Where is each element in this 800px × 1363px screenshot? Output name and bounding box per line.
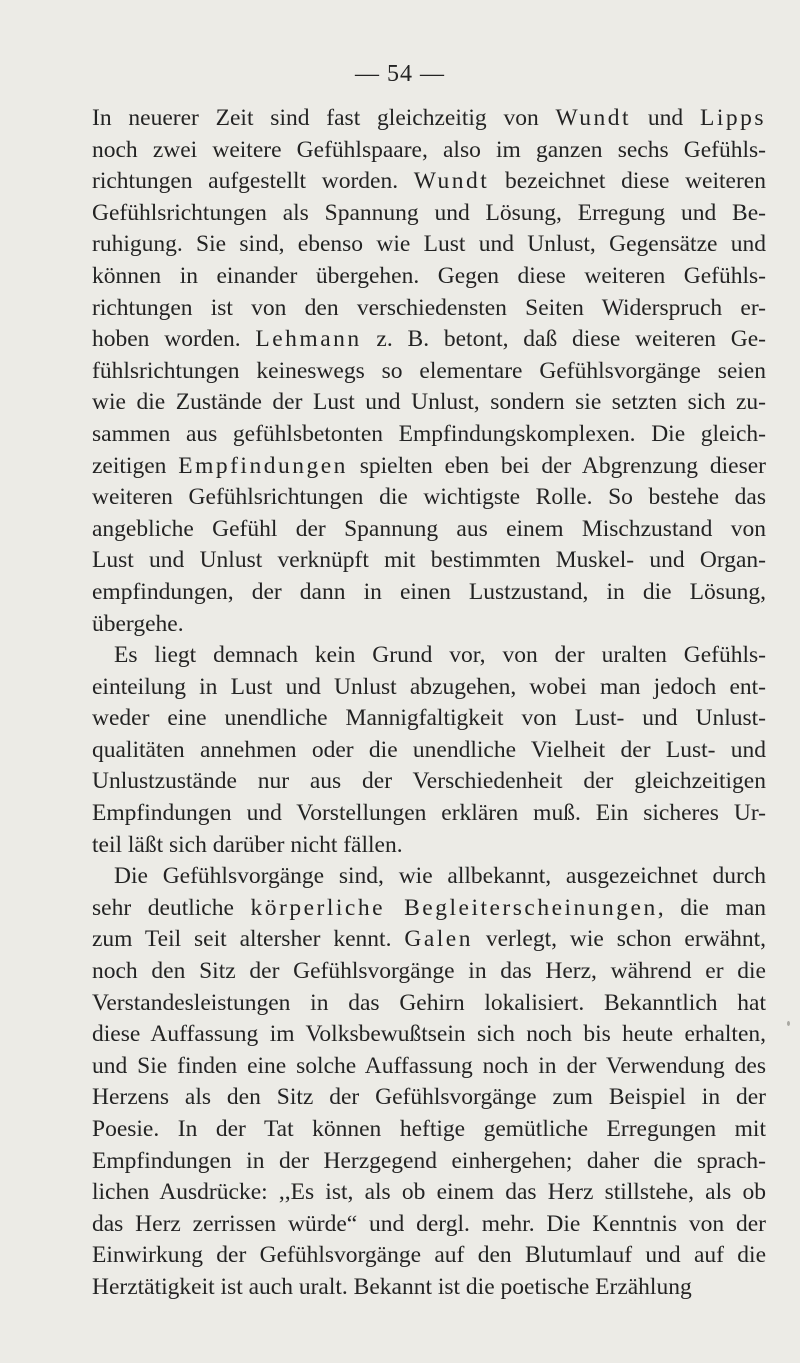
text-run: Es liegt demnach kein Grund vor, von der uralten Gefühls-	[114, 642, 766, 669]
text-line	[92, 577, 766, 609]
text-line	[92, 482, 766, 514]
text-run: Poesie. In der Tat können heftige gemütliche Erregungen mit	[92, 1116, 766, 1142]
spaced-emphasis: Lehmann	[255, 326, 362, 353]
text-run: können in einander übergehen. Gegen diese weiteren Gefühls-	[92, 262, 766, 289]
text-run: wie die Zustände der Lust und Unlust, sondern sie setzten sich zu-	[92, 389, 766, 416]
text-run: Herzens als den Sitz der Gefühlsvorgänge zum Beispiel in der	[92, 1084, 766, 1111]
text-line	[92, 1177, 766, 1209]
text-run: hoben worden.	[92, 326, 256, 353]
text-run: übergehe.	[92, 610, 184, 637]
text-line	[92, 545, 766, 577]
text-line	[92, 861, 766, 893]
text-run: sammen aus gefühlsbetonten Empfindungskomplexen. Die gleich-	[92, 420, 766, 447]
text-line	[92, 672, 766, 704]
text-run: Unlustzustände nur aus der Verschiedenheit der gleichzeitigen	[92, 768, 766, 795]
text-run: und	[631, 105, 700, 131]
text-run: das Herz zerrissen würde“ und dergl. mehr. Die Kenntnis von der	[92, 1210, 766, 1237]
page-number: — 54 —	[355, 61, 445, 87]
text-run: fühlsrichtungen keineswegs so elementare Gefühlsvorgänge seien	[92, 357, 766, 384]
spaced-emphasis: Wundt	[413, 168, 490, 195]
text-line	[92, 166, 766, 198]
text-run: Die Gefühlsvorgänge sind, wie allbekannt, ausgezeichnet durch	[114, 863, 766, 890]
text-line	[92, 735, 766, 767]
text-run: zum Teil seit altersher kennt.	[92, 926, 405, 953]
text-line	[92, 324, 766, 356]
text-line	[92, 988, 766, 1020]
text-line	[92, 956, 766, 988]
text-run: Empfindungen und Vorstellungen erklären muß. Ein sicheres Ur-	[92, 800, 766, 827]
text-line	[92, 135, 766, 167]
text-run: sehr deutliche	[92, 894, 251, 921]
text-line	[92, 703, 766, 735]
text-line	[92, 103, 766, 135]
text-run: diese Auffassung im Volksbewußtsein sich noch bis heute erhalten,	[92, 1021, 766, 1048]
text-line	[92, 261, 766, 293]
spaced-emphasis: Empfindungen	[178, 452, 348, 479]
spaced-emphasis: Lipps	[699, 105, 766, 131]
text-run: Gefühlsrichtungen als Spannung und Lösung, Erregung und Be-	[92, 199, 766, 226]
text-run: weiteren Gefühlsrichtungen die wichtigste Rolle. So bestehe das	[92, 484, 766, 511]
text-run: zeitigen	[92, 452, 179, 479]
body-text	[92, 103, 766, 1304]
text-run: In neuerer Zeit sind fast gleichzeitig von	[92, 105, 556, 131]
text-run: Lust und Unlust verknüpft mit bestimmten Muskel- und Organ-	[92, 547, 766, 574]
text-line	[92, 1051, 766, 1083]
text-run: Verstandesleistungen in das Gehirn lokalisiert. Bekanntlich hat	[92, 989, 766, 1016]
text-run: verlegt, wie schon erwähnt,	[472, 926, 766, 953]
text-run: angebliche Gefühl der Spannung aus einem Mischzustand von	[92, 515, 766, 542]
text-run: bezeichnet diese weiteren	[489, 168, 766, 195]
spaced-emphasis: Galen	[404, 926, 473, 953]
text-run: richtungen aufgestellt worden.	[92, 168, 414, 195]
text-line	[92, 1240, 766, 1272]
text-run: ruhigung. Sie sind, ebenso wie Lust und Unlust, Gegensätze und	[92, 231, 766, 258]
text-run: Herztätigkeit ist auch uralt. Bekannt ist die poetische Erzählung	[92, 1273, 692, 1300]
text-line	[92, 1209, 766, 1241]
text-run: lichen Ausdrücke: ,,Es ist, als ob einem das Herz stillstehe, als ob	[92, 1179, 766, 1206]
text-line	[92, 1146, 766, 1178]
text-line	[92, 640, 766, 672]
text-line	[92, 924, 766, 956]
text-line	[92, 514, 766, 546]
text-line	[92, 830, 766, 862]
paper-speck	[787, 1021, 790, 1026]
text-run: , die man	[657, 894, 767, 921]
text-run: richtungen ist von den verschiedensten Seiten Widerspruch er-	[92, 294, 766, 321]
text-run: noch den Sitz der Gefühlsvorgänge in das Herz, während er die	[92, 958, 766, 985]
text-line	[92, 893, 766, 925]
text-line	[92, 1272, 766, 1304]
text-run: einteilung in Lust und Unlust abzugehen, wobei man jedoch ent-	[92, 673, 766, 700]
text-line	[92, 198, 766, 230]
text-line	[92, 766, 766, 798]
text-line	[92, 798, 766, 830]
text-run: und Sie finden eine solche Auffassung noch in der Verwendung des	[92, 1052, 766, 1079]
text-run: empfindungen, der dann in einen Lustzustand, in die Lösung,	[92, 578, 766, 605]
text-run: spielten eben bei der Abgrenzung dieser	[347, 452, 766, 479]
text-line	[92, 1019, 766, 1051]
spaced-emphasis: körperliche Begleiterscheinungen	[250, 894, 658, 921]
text-run: Einwirkung der Gefühlsvorgänge auf den Blutumlauf und auf die	[92, 1242, 766, 1269]
text-line	[92, 419, 766, 451]
text-line	[92, 387, 766, 419]
text-run: teil läßt sich darüber nicht fällen.	[92, 831, 403, 858]
spaced-emphasis: Wundt	[555, 105, 632, 131]
text-line	[92, 229, 766, 261]
text-line	[92, 451, 766, 483]
text-run: weder eine unendliche Mannigfaltigkeit von Lust- und Unlust-	[92, 705, 766, 732]
text-line	[92, 1082, 766, 1114]
text-run: noch zwei weitere Gefühlspaare, also im ganzen sechs Gefühls-	[92, 136, 766, 163]
text-run: qualitäten annehmen oder die unendliche Vielheit der Lust- und	[92, 736, 766, 763]
text-line	[92, 1114, 766, 1146]
text-run: z. B. betont, daß diese weiteren Ge-	[361, 326, 766, 353]
text-line	[92, 609, 766, 641]
text-line	[92, 356, 766, 388]
text-run: Empfindungen in der Herzgegend einhergehen; daher die sprach-	[92, 1147, 766, 1174]
text-line	[92, 293, 766, 325]
